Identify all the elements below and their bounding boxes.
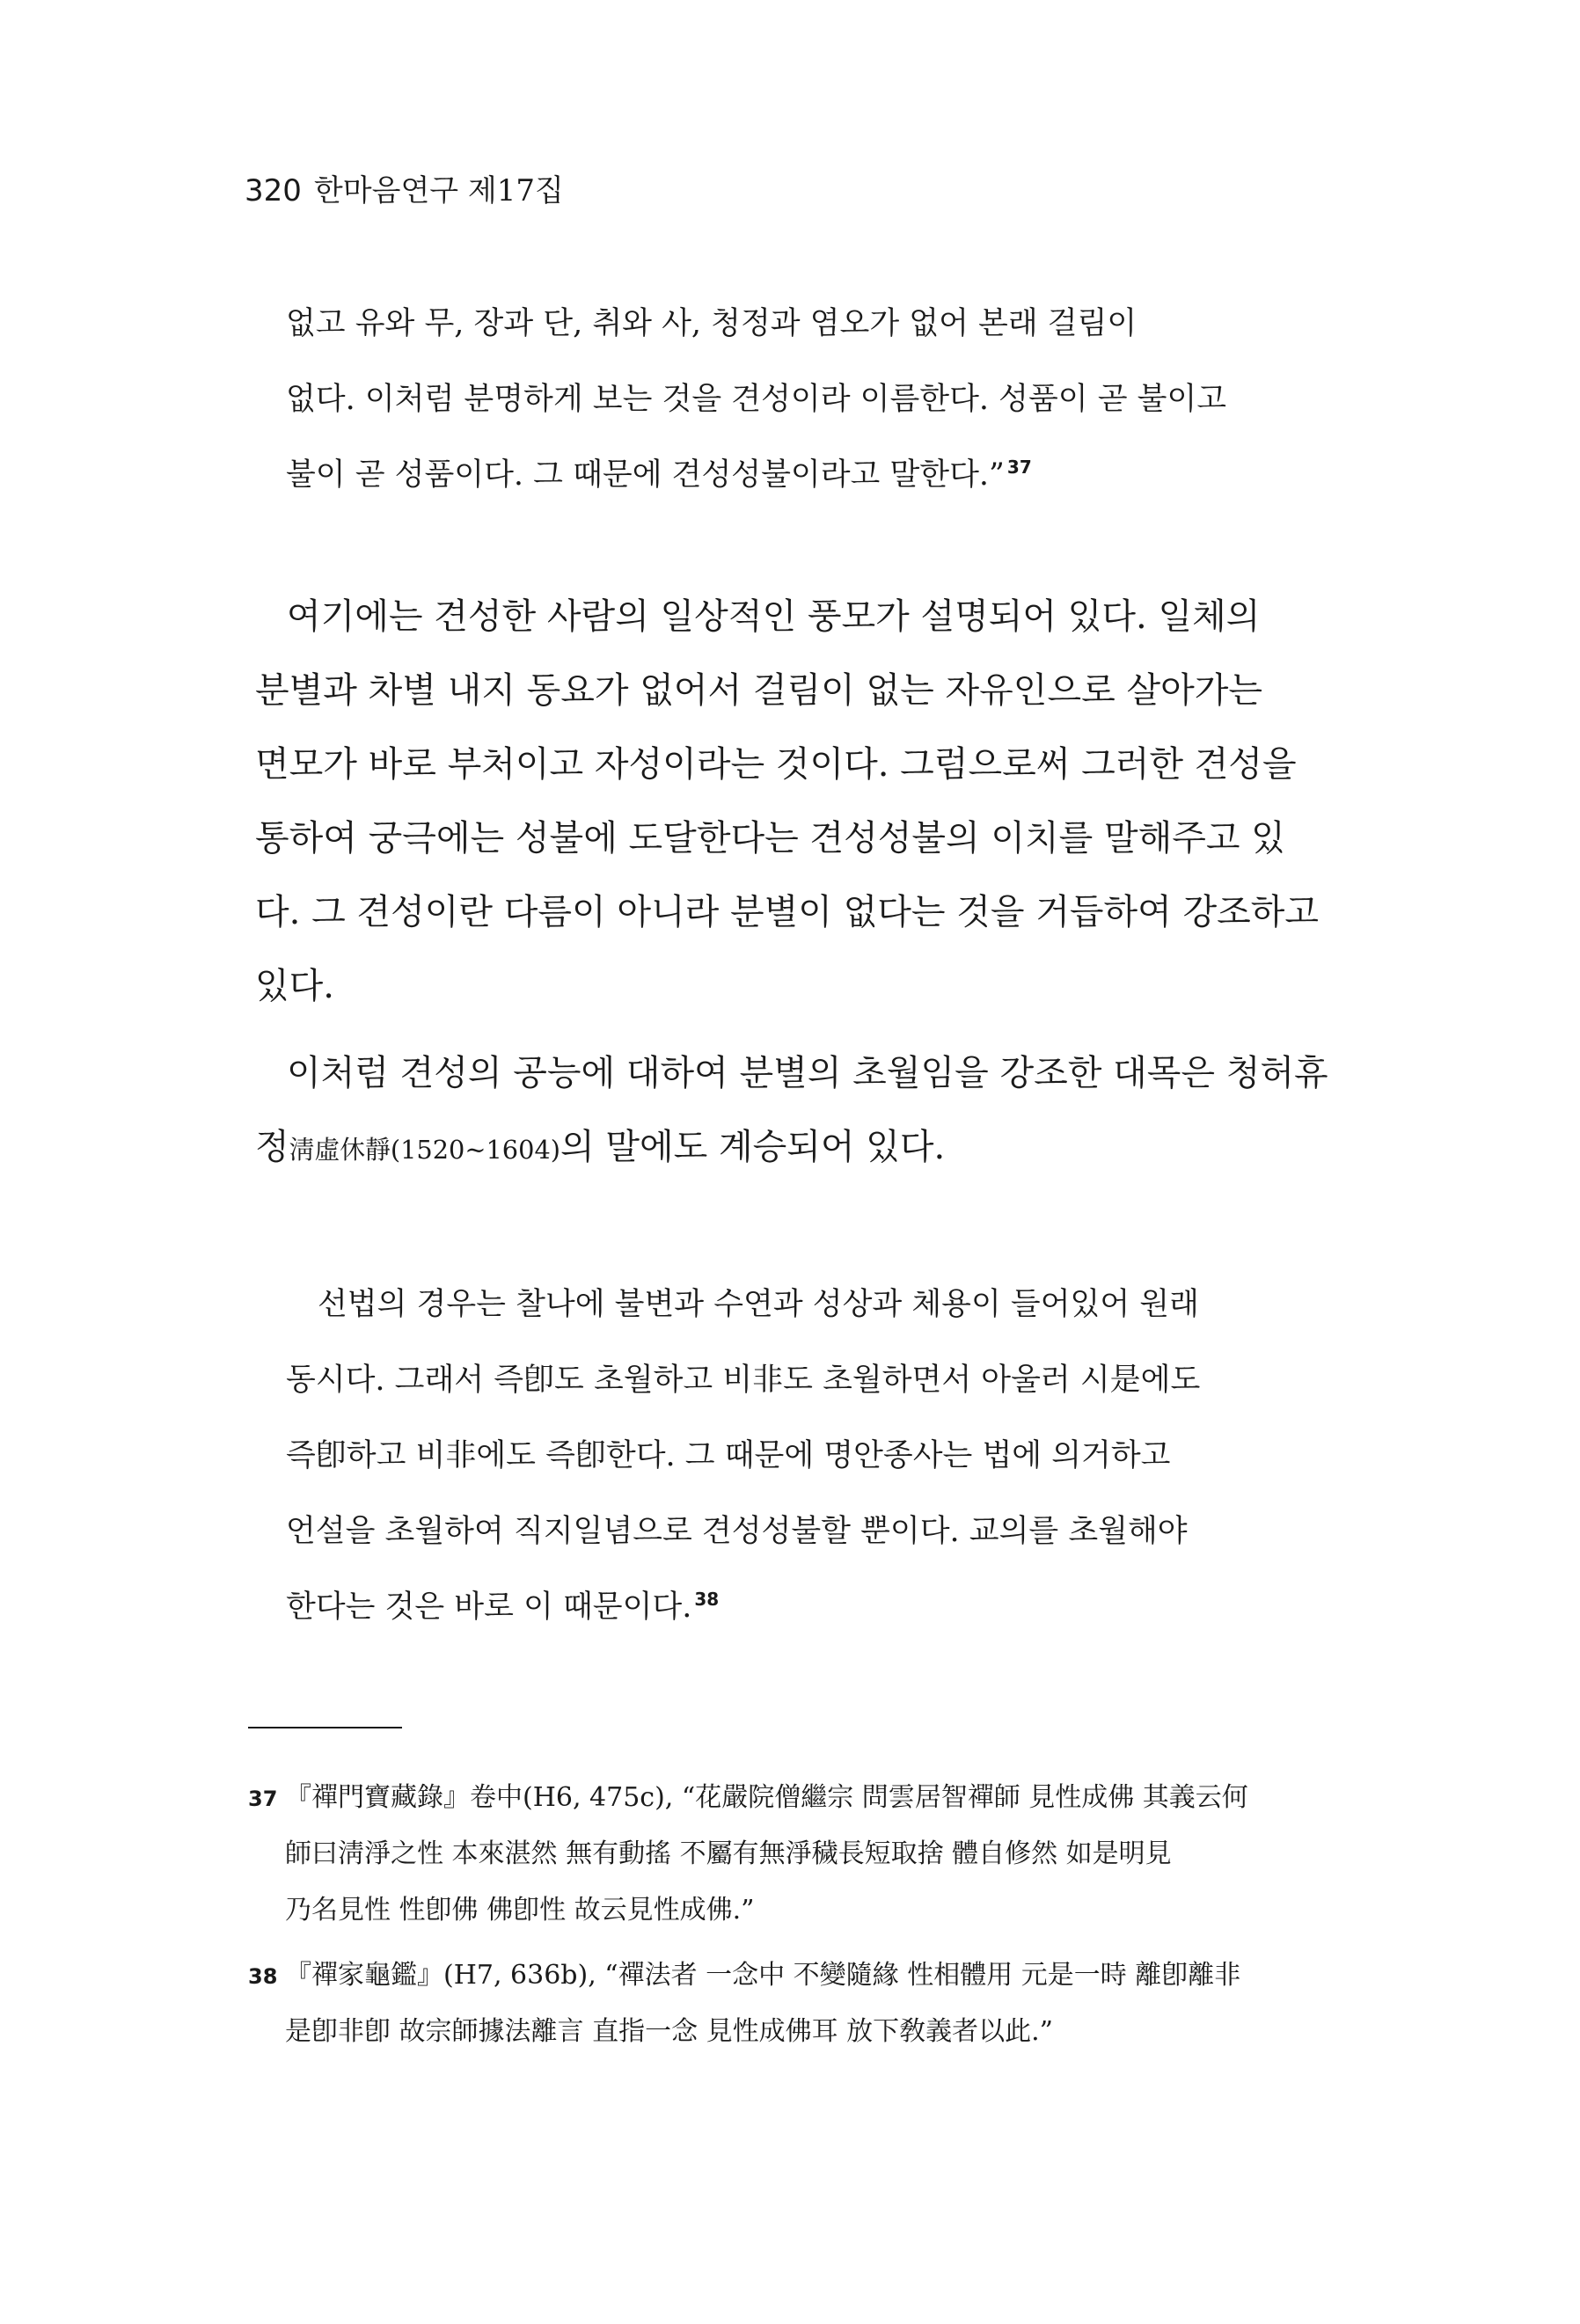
footnote-ref-37[interactable]: 37 xyxy=(1006,457,1032,479)
paragraph-line: 통하여 궁극에는 성불에 도달한다는 견성성불의 이치를 말해주고 있 xyxy=(255,818,1285,859)
running-header xyxy=(245,172,564,210)
paragraph-line: 분별과 차별 내지 동요가 없어서 걸림이 없는 자유인으로 살아가는 xyxy=(255,670,1262,711)
body-paragraph-1 xyxy=(255,580,1337,1023)
footnote-number: 38 xyxy=(248,1964,278,1989)
paragraph-text: 의 말에도 계승되어 있다. xyxy=(560,1127,946,1167)
footnote-ref-38[interactable]: 38 xyxy=(694,1589,720,1611)
quote-line: 없고 유와 무, 장과 단, 취와 사, 청정과 염오가 없어 본래 걸림이 xyxy=(286,306,1137,341)
paragraph-text: 정 xyxy=(255,1127,289,1167)
paragraph-line-with-hanja xyxy=(255,1110,1337,1184)
quote-line: 없다. 이처럼 분명하게 보는 것을 견성이라 이름한다. 성품이 곧 불이고 xyxy=(286,382,1227,417)
footnote-line: 乃名見性 性卽佛 佛卽性 故云見性成佛.” xyxy=(285,1895,755,1926)
footnote-text: 『禪門寶藏錄』卷中(H6, 475c), “花嚴院僧繼宗 問雲居智禪師 見性成佛 其義云何 xyxy=(285,1782,1248,1813)
quote-line-with-footnote xyxy=(286,1569,1342,1645)
journal-title: 한마음연구 제17집 xyxy=(313,173,564,208)
quote-line: 동시다. 그래서 즉卽도 초월하고 비非도 초월하면서 아울러 시是에도 xyxy=(286,1363,1201,1398)
paragraph-line: 여기에는 견성한 사람의 일상적인 풍모가 설명되어 있다. 일체의 xyxy=(287,596,1261,637)
footnote-number: 37 xyxy=(248,1787,278,1811)
page-number: 320 xyxy=(245,173,302,208)
footnote-line xyxy=(248,1770,1339,1826)
body-paragraph-2 xyxy=(255,1036,1337,1184)
paragraph-line: 이처럼 견성의 공능에 대하여 분별의 초월임을 강조한 대목은 청허휴 xyxy=(287,1053,1328,1093)
block-quote-1 xyxy=(286,286,1342,513)
quote-line-text: 한다는 것은 바로 이 때문이다. xyxy=(286,1590,692,1625)
footnote-divider xyxy=(248,1727,402,1728)
paragraph-line: 있다. xyxy=(255,966,334,1006)
footnote-text: 『禪家龜鑑』(H7, 636b), “禪法者 一念中 不變隨緣 性相體用 元是一時 離卽離非 xyxy=(285,1960,1241,1991)
quote-line: 선법의 경우는 찰나에 불변과 수연과 성상과 체용이 들어있어 원래 xyxy=(318,1287,1199,1322)
footnote-line xyxy=(248,1948,1339,2004)
hanja-name-dates: 淸虛休靜(1520~1604) xyxy=(289,1135,560,1165)
block-quote-2 xyxy=(286,1267,1342,1645)
quote-line: 즉卽하고 비非에도 즉卽한다. 그 때문에 명안종사는 법에 의거하고 xyxy=(286,1438,1171,1473)
quote-line-text: 불이 곧 성품이다. 그 때문에 견성성불이라고 말한다.” xyxy=(286,457,1005,493)
footnote-37 xyxy=(248,1770,1339,1939)
footnotes-section xyxy=(248,1770,1339,2060)
paragraph-line: 면모가 바로 부처이고 자성이라는 것이다. 그럼으로써 그러한 견성을 xyxy=(255,744,1297,785)
footnote-38 xyxy=(248,1948,1339,2060)
paragraph-line: 다. 그 견성이란 다름이 아니라 분별이 없다는 것을 거듭하여 강조하고 xyxy=(255,892,1320,932)
footnote-line: 是卽非卽 故宗師據法離言 直指一念 見性成佛耳 放下敎義者以此.” xyxy=(285,2016,1054,2047)
footnote-line: 師曰淸淨之性 本來湛然 無有動搖 不屬有無淨穢長短取捨 體自修然 如是明見 xyxy=(285,1838,1172,1869)
quote-line-with-footnote xyxy=(286,437,1342,513)
quote-line: 언설을 초월하여 직지일념으로 견성성불할 뿐이다. 교의를 초월해야 xyxy=(286,1514,1188,1549)
